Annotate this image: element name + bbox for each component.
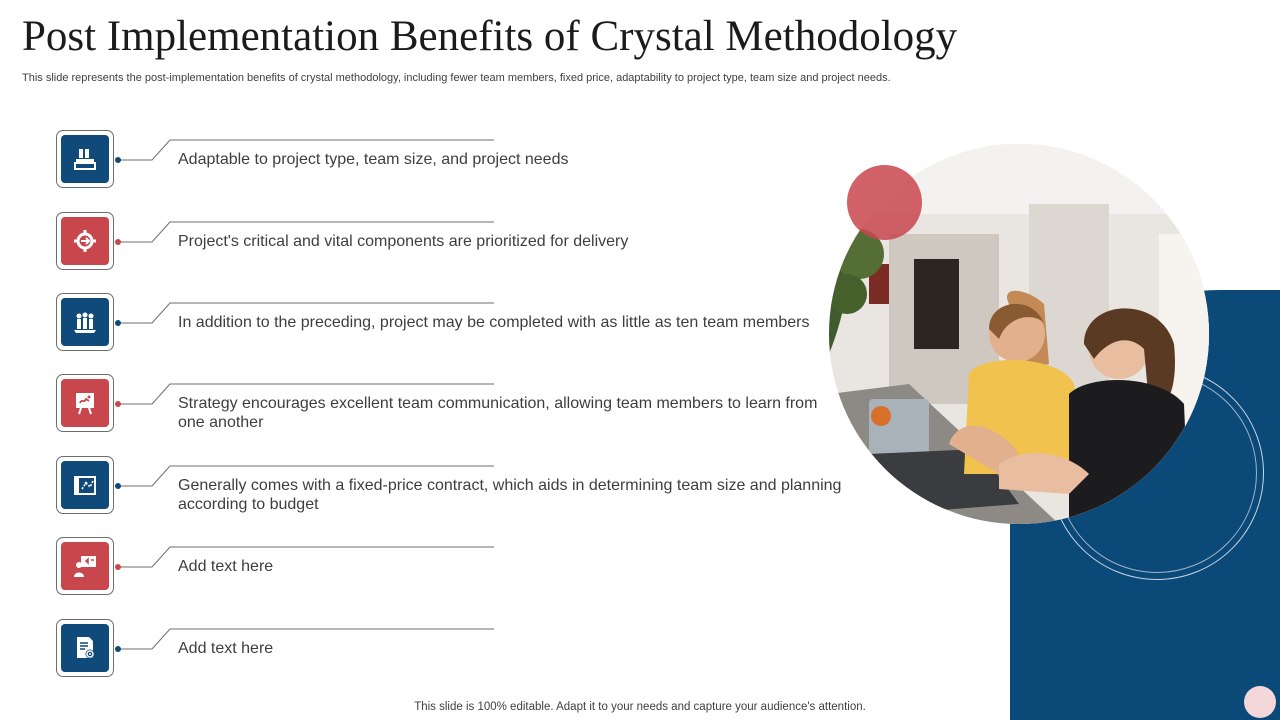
presenter-screen-icon <box>61 542 109 590</box>
team-group-icon <box>61 298 109 346</box>
document-settings-icon <box>61 624 109 672</box>
connector-dot <box>115 320 121 326</box>
presentation-board-icon <box>61 379 109 427</box>
icon-frame <box>56 619 114 677</box>
benefit-item <box>0 537 860 599</box>
benefit-text: Generally comes with a fixed-price contract, which aids in determining team size and planning according to budget <box>178 477 842 513</box>
icon-frame <box>56 374 114 432</box>
benefit-item <box>0 619 860 681</box>
benefit-text: Project's critical and vital components are prioritized for delivery <box>178 233 629 250</box>
connector-dot <box>115 239 121 245</box>
icon-frame <box>56 537 114 595</box>
slide-subtitle: This slide represents the post-implementation benefits of crystal methodology, including fewer team members, fixed price, adaptability to project type, team size and project needs. <box>22 72 891 84</box>
benefit-item <box>0 130 860 192</box>
connector-dot <box>115 483 121 489</box>
icon-frame <box>56 293 114 351</box>
connector-dot <box>115 157 121 163</box>
benefit-item <box>0 293 860 355</box>
slide-footer: This slide is 100% editable. Adapt it to your needs and capture your audience's attention. <box>414 701 866 713</box>
blueprint-plan-icon <box>61 461 109 509</box>
connector-dot <box>115 646 121 652</box>
project-tray-icon <box>61 135 109 183</box>
slide-title: Post Implementation Benefits of Crystal Methodology <box>22 13 958 60</box>
benefit-text: In addition to the preceding, project may be completed with as little as ten team members <box>178 314 810 331</box>
benefit-item <box>0 456 860 518</box>
decorative-red-circle <box>847 165 922 240</box>
benefit-text: Strategy encourages excellent team communication, allowing team members to learn from one another <box>178 395 818 431</box>
benefit-item <box>0 212 860 274</box>
connector-dot <box>115 401 121 407</box>
icon-frame <box>56 130 114 188</box>
gear-arrow-icon <box>61 217 109 265</box>
benefit-item <box>0 374 860 436</box>
icon-frame <box>56 212 114 270</box>
benefit-text: Add text here <box>178 640 274 657</box>
benefit-text: Add text here <box>178 558 274 575</box>
benefit-text: Adaptable to project type, team size, and project needs <box>178 151 569 168</box>
icon-frame <box>56 456 114 514</box>
connector-dot <box>115 564 121 570</box>
